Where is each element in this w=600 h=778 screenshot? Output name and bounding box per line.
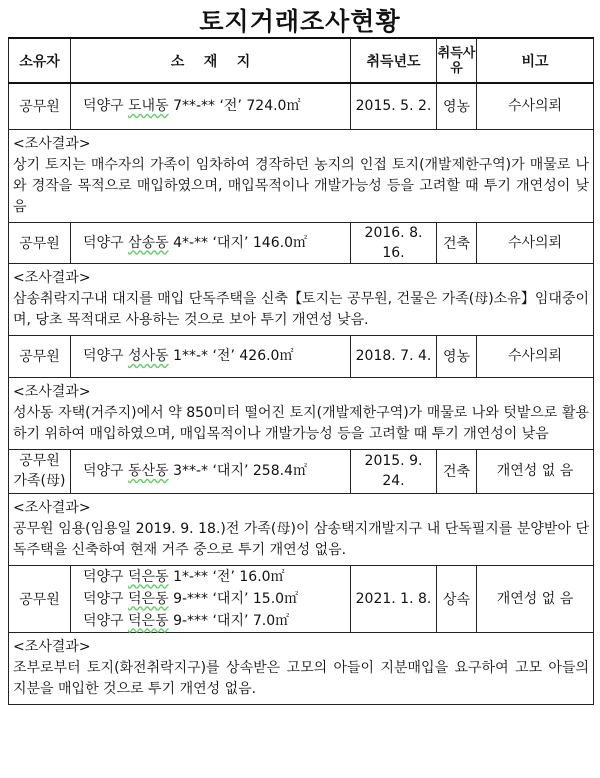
record-row [9, 335, 594, 377]
record-row [9, 222, 594, 263]
result-row [9, 632, 594, 704]
location-dong: 도내동 [128, 98, 169, 115]
location-line [83, 610, 347, 632]
location-lot: 9-*** [173, 590, 209, 607]
location-type: ‘전’ [212, 568, 235, 585]
location-district: 덕양구 [83, 590, 124, 607]
acquire-reason-cell: 영농 [437, 335, 477, 377]
result-cell [9, 263, 594, 335]
result-cell [9, 632, 594, 704]
location-area: 146.0㎡ [252, 234, 307, 251]
location-area: 724.0㎡ [246, 98, 301, 115]
result-label: <조사결과> [13, 269, 91, 286]
location-dong: 동산동 [128, 463, 169, 479]
acquire-reason-cell: 영농 [437, 83, 477, 129]
location-cell [71, 565, 351, 632]
location-area: 7.0㎡ [252, 612, 290, 629]
location-district: 덕양구 [83, 568, 124, 585]
result-row [9, 129, 594, 222]
acquire-reason-cell: 상속 [437, 565, 477, 632]
note-cell: 수사의뢰 [477, 83, 594, 129]
acquire-reason-cell: 건축 [437, 449, 477, 493]
location-line [83, 95, 347, 117]
acquired-date-cell: 2021. 1. 8. [351, 565, 437, 632]
location-dong: 덕은동 [128, 568, 169, 585]
record-row [9, 449, 594, 493]
location-lot: 9-*** [173, 612, 209, 629]
record-row [9, 83, 594, 129]
location-lot: 4*-** [173, 234, 209, 251]
header-owner: 소유자 [9, 38, 71, 83]
owner-cell: 공무원 [9, 565, 71, 632]
owner-cell: 공무원 [9, 335, 71, 377]
result-label: <조사결과> [13, 383, 91, 400]
note-cell: 개연성 없 음 [477, 449, 594, 493]
owner-cell: 공무원 [9, 83, 71, 129]
note-cell: 수사의뢰 [477, 222, 594, 263]
location-type: ‘전’ [219, 98, 242, 115]
location-area: 426.0㎡ [239, 348, 294, 364]
owner-cell: 공무원 가족(母) [9, 449, 71, 493]
note-cell: 개연성 없 음 [477, 565, 594, 632]
location-line [83, 566, 347, 588]
result-label: <조사결과> [13, 135, 91, 152]
result-row [9, 263, 594, 335]
location-lot: 7**-** [173, 98, 216, 115]
location-district: 덕양구 [83, 98, 124, 115]
location-type: ‘대지’ [212, 612, 249, 629]
location-area: 16.0㎡ [239, 568, 285, 585]
header-note: 비고 [477, 38, 594, 83]
record-row [9, 565, 594, 632]
result-label: <조사결과> [13, 499, 91, 516]
header-location: 소 재 지 [71, 38, 351, 83]
location-district: 덕양구 [83, 612, 124, 629]
acquired-date-cell: 2018. 7. 4. [351, 335, 437, 377]
location-type: ‘대지’ [212, 234, 249, 251]
acquired-date-cell: 2015. 5. 2. [351, 83, 437, 129]
location-type: ‘전’ [212, 348, 235, 364]
result-cell [9, 129, 594, 222]
location-dong: 덕은동 [128, 590, 169, 607]
page-title: 토지거래조사현황 [199, 7, 401, 36]
location-type: ‘대지’ [212, 590, 249, 607]
location-district: 덕양구 [83, 348, 124, 364]
header-reason: 취득사유 [437, 38, 477, 83]
location-line [83, 345, 347, 367]
location-cell [71, 335, 351, 377]
location-line [83, 588, 347, 610]
land-transaction-table [8, 37, 594, 705]
result-row [9, 493, 594, 565]
result-cell [9, 493, 594, 565]
result-text: 상기 토지는 매수자의 가족이 임차하여 경작하던 농지의 인접 토지(개발제한구역)가 매물로 나와 경작을 목적으로 매입하였으며, 매입목적이나 개발가능성 등을 고려할 때 투기 개연성이 낮음 [13, 156, 589, 215]
location-line [83, 460, 347, 482]
location-cell [71, 83, 351, 129]
owner-cell: 공무원 [9, 222, 71, 263]
location-lot: 3**-* [173, 463, 209, 479]
location-area: 15.0㎡ [252, 590, 299, 607]
result-text: 조부로부터 토지(화전취락지구)를 상속받은 고모의 아들이 지분매입을 요구하여 고모 아들의 지분을 매입한 것으로 투기 개연성 없음. [13, 659, 589, 697]
location-dong: 성사동 [128, 348, 169, 364]
note-cell: 수사의뢰 [477, 335, 594, 377]
location-district: 덕양구 [83, 234, 124, 251]
location-cell [71, 222, 351, 263]
location-dong: 덕은동 [128, 612, 169, 629]
result-row [9, 377, 594, 449]
acquired-date-cell: 2015. 9. 24. [351, 449, 437, 493]
location-lot: 1**-* [173, 348, 209, 364]
location-cell [71, 449, 351, 493]
result-cell [9, 377, 594, 449]
table-header-row [9, 38, 594, 83]
result-text: 성사동 자택(거주지)에서 약 850미터 떨어진 토지(개발제한구역)가 매물로 나와 텃밭으로 활용하기 위하여 매입하였으며, 매입목적이나 개발가능성 등을 고려할 때 투기 개연성이 낮음 [13, 404, 589, 442]
result-text: 삼송취락지구내 대지를 매입 단독주택을 신축【토지는 공무원, 건물은 가족(母)소유】임대중이며, 당초 목적대로 사용하는 것으로 보아 투기 개연성 낮음. [13, 290, 589, 328]
location-lot: 1*-** [173, 568, 209, 585]
location-district: 덕양구 [83, 463, 124, 479]
acquire-reason-cell: 건축 [437, 222, 477, 263]
result-text: 공무원 임용(임용일 2019. 9. 18.)전 가족(母)이 삼송택지개발지구 내 단독필지를 분양받아 단독주택을 신축하여 현재 거주 중으로 투기 개연성 없음. [13, 520, 589, 558]
location-dong: 삼송동 [128, 234, 169, 251]
location-area: 258.4㎡ [252, 463, 307, 479]
header-acquired: 취득년도 [351, 38, 437, 83]
location-type: ‘대지’ [212, 463, 249, 479]
result-label: <조사결과> [13, 638, 91, 655]
location-line [83, 232, 347, 254]
acquired-date-cell: 2016. 8. 16. [351, 222, 437, 263]
